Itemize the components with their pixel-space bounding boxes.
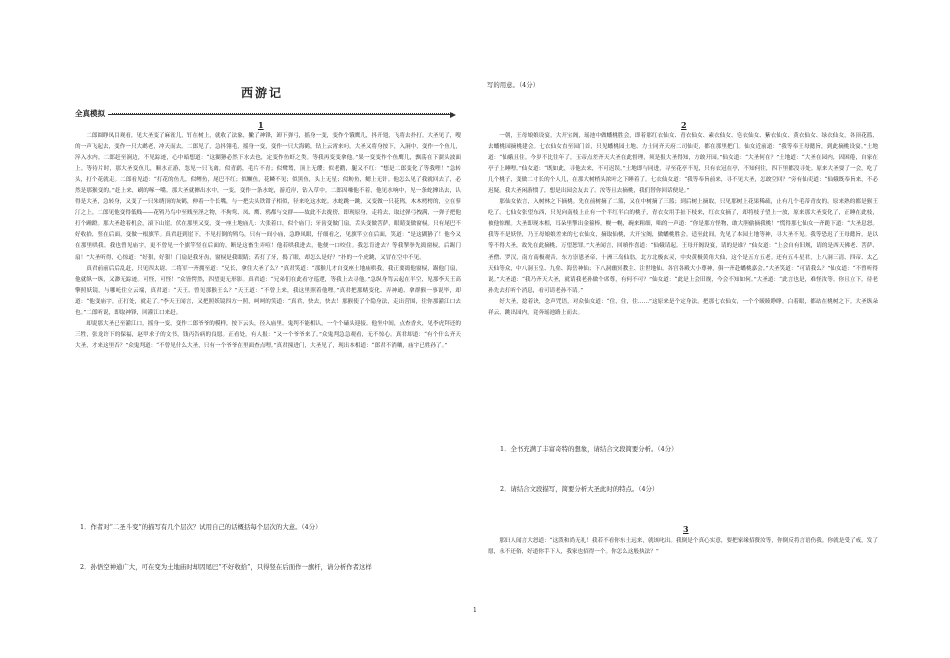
page-number: 1 xyxy=(473,607,477,614)
section-header xyxy=(75,108,459,120)
right-continuation: 写的用意。（4分） xyxy=(487,81,539,89)
passage-1-text xyxy=(75,131,461,352)
document-title: 西游记 xyxy=(240,86,283,100)
passage-1-body: 二郎圆睁凤目观看，见大圣变了麻雀儿，钉在树上，就收了法象，撇了神锋，卸下弹弓，摇身一变，变作个饿鹰儿，抖开翅，飞将去扑打。大圣见了，嗖的一声飞起去，变作一只大鹚老，冲天而去。二郎见了，急抖翎毛，摇身一变，变作一只大海鹤，钻上云霄来叼。大圣又将身按下，入涧中，变作一个鱼儿，淬入水内。二郎赶至涧边，不见踪迹，心中暗想道：“这猢狲必然下水去也，定变作鱼虾之类。等我再变变拿他。”果一变变作个鱼鹰儿，飘荡在下溜头波面上。等待片时，那大圣变鱼儿，顺水正游，忽见一只飞禽，似青鹞，毛片不青；似鹭鸶，顶上无缨；似老鹳，腿又不红：“想是二郎变化了等我哩！”急转头，打个花就走。二郎看见道：“打花的鱼儿，似鲤鱼，尾巴不红；似鳜鱼，花鳞不见；似黑鱼，头上无星；似鲂鱼，鳃上无针。他怎么见了我就回去了，必然是那猴变的。”赶上来，刷的啄一嘴。那大圣就撺出水中，一变，变作一条水蛇，游近岸，钻入草中。二郎因嗛他不着，他见水响中，见一条蛇撺出去，认得是大圣，急转身，又变了一只朱绣顶的灰鹤，伸着一个长嘴，与一把尖头铁钳子相似，径来吃这水蛇。水蛇跳一跳，又变做一只花鸨，木木樗樗的，立在蓼汀之上。二郎见他变得低贱——花鸨乃鸟中至贱至淫之物，不拘鸾、凤、鹰、鸦都与交群——故此不去拢傍，即现原身，走将去，取过弹弓拽满，一弹子把他打个踵蹬。那大圣趁着机会，滚下山崖，伏在那里又变，变一座土地庙儿：大张着口，似个庙门；牙齿变做门扇，舌头变做菩萨，眼睛变做窗棂。只有尾巴不好收拾，竖在后面，变做一根旗竿。真君赶到崖下，不见打倒的鸨鸟，只有一间小庙，急睁凤眼，仔细看之，见旗竿立在后面，笑道：“是这猢狲了！他今又在那里哄我。我也曾见庙宇，更不曾见一个旗竿竖在后面的。断是这畜生弄喧！他若哄我进去，他便一口咬住。我怎肯进去？等我掣拳先捣窗棂，后踢门扇！”大圣听得，心惊道：“好狠，好狠！门扇是我牙齿，窗棂是我眼睛；若打了牙，捣了眼，却怎么是好？”扑的一个虎跳，又冒在空中不见。 真君前前后后乱赶，只见四太尉、二将军一齐拥至道：“兄长，拿住大圣了么？”真君笑道：“那猴儿才自变座土地庙哄我，我正要捣他窗棂，踢他门扇，他就纵一纵，又渺无踪迹。可怪，可怪！”众皆愕然，四望更无形影。真君道：“兄弟们在此看守巡逻，等我上去寻他。”急纵身驾云起在半空，见那李天王高擎照妖镜，与哪吒住立云端，真君道：“天王，曾见那猴王么？”天王道：“不曾上来，我这里照着他哩。”真君把那赌变化、弄神通、拿群猴一事说毕，却道：“他变庙宇，正打处，就走了。”李天王闻言，又把照妖镜四方一照，呵呵的笑道：“真君，快去，快去！那猴使了个隐身法，走出营围，往你那灌江口去也。”二郎听说，即取神锋，回灌江口来赶。 却说那大圣已至灌江口，摇身一变，变作二郎爷爷的模样，按下云头，径入庙里。鬼判不能相认，一个个磕头迎接。他坐中间，点查香火，见李虎拜还的三牲，张龙许下的保福，赵甲求子的文书，钱丙告病的良愿。正看处，有人报：“又一个爷爷来了。”众鬼判急急观看，无不惊心。真君却道：“有个什么齐天大圣，才来这里否？”众鬼判道：“不曾见什么大圣，只有一个爷爷在里面查点哩。”真君撞进门，大圣见了，现出本相道：“郎君不消嚷，庙宇已姓孙了。” xyxy=(75,133,461,349)
passage-3-text xyxy=(488,536,878,558)
passage-2-text xyxy=(488,131,878,319)
section-label: 全真模拟 xyxy=(75,109,105,118)
passage-2-number: 2 xyxy=(681,120,687,130)
left-question-2: 2．孙悟空神通广大，可在变为土地庙时却因尾巴“不好收拾”，只得竖在后面作一旗杆，请分析作者这样 xyxy=(80,563,372,571)
right-question-2: 2．请结合文段描写，简要分析大圣此时的特点。（4分） xyxy=(500,485,659,493)
arrow-right-icon xyxy=(450,112,456,118)
passage-3-body: 那妇人闻言大怒道：“这泼和尚无礼！我若不看你东土远来，就该叱出。我倒是个真心实意，要把家缘招赘汝等，你倒反将言语伤我。你就是受了戒，发了愿，永不还俗，好道你手下人，我家也招得一个。你怎么这般执法？” xyxy=(488,538,878,556)
passage-2-body: 一朝，王母娘娘设宴，大开宝阁，瑶池中做蟠桃胜会，即着那红衣仙女、青衣仙女、素衣仙女、皂衣仙女、紫衣仙女、黄衣仙女、绿衣仙女，各顶花篮，去蟠桃园摘桃建会。七衣仙女直至园门首，只见蟠桃园土地、力士同齐天府二司仙吏，都在那里把门。仙女近前道：“我等奉王母懿旨，到此摘桃设宴。”土地道：“仙娥且住。今岁不比往年了，玉帝点差齐天大圣在此督理，须是报大圣得知，方敢开园。”仙女道：“大圣何在？”土地道：“大圣在园内，因困倦，自家在亭子上睡哩。”仙女道：“既如此，寻他去来，不可迟误。”土地即与同进，寻至花亭不见，只有衣冠在亭，不知何往，四下里都没寻处。原来大圣耍了一会，吃了几个桃子，变做二寸长的个人儿，在那大树梢头浓叶之下睡着了。七衣仙女道：“我等奉旨前来，寻不见大圣，怎敢空回？”旁有仙吏道：“仙娥既奉旨来，不必迟疑。我大圣闲游惯了，想是出园会友去了。汝等且去摘桃，我们替你回话便是。” 那仙女依言，入树林之下摘桃。先在前树摘了二篮，又在中树摘了三篮；到后树上摘取，只见那树上花果稀疏，止有几个毛蒂青皮的。原来熟的都是猴王吃了。七仙女张望东西，只见向南枝上止有一个半红半白的桃子，青衣女用手扯下枝来，红衣女摘了，却将枝子望上一放，原来那大圣变化了，正睡在此枝，被他惊醒。大圣即现本相，耳朵里掣出金箍棒，幌一幌，碗来粗细，咄的一声道：“你是那方怪物，敢大胆偷摘我桃！”慌得那七仙女一齐跪下道：“大圣息怒。我等不是妖怪，乃王母娘娘差来的七衣仙女，摘取仙桃，大开宝阁，做蟠桃胜会。适至此间，先见了本园土地等神，寻大圣不见。我等恐迟了王母懿旨，是以等不得大圣，故先在此摘桃，万望恕罪。”大圣闻言，回嗔作喜道：“仙娥请起。王母开阁设宴，请的是谁？”仙女道：“上会自有旧规，请的是西天佛老、菩萨、圣僧、罗汉，南方南极观音，东方崇恩圣帝，十洲三岛仙翁，北方北极玄灵，中央黄极黄角大仙，这个是五方五老。还有五斗星君，上八洞三清、四帝、太乙天仙等众，中八洞玉皇、九垒、海岳神仙；下八洞幽冥教主、注世地仙。各宫各殿大小尊神，俱一齐赴蟠桃嘉会。”大圣笑道：“可请我么？”仙女道：“不曾听得说。”大圣道：“我乃齐天大圣，就请我老孙做个席尊，有何不可？”仙女道：“此是上会旧规，今会不知如何。”大圣道：“此言也是，难怪汝等。你且立下，待老孙先去打听个消息，看可请老孙不请。” 好大圣，捻着诀，念声咒语，对众仙女道：“住，住，住……”这原来是个定身法，把那七衣仙女，一个个睖睖睁睁，白着眼，都站在桃树之下。大圣纵朵祥云，跳出园内，竟奔瑶池路上而去。 xyxy=(488,133,878,316)
passage-3-number: 3 xyxy=(683,524,689,534)
right-question-1: 1．全书充满了丰富奇特的想象，请结合文段简要分析。（4分） xyxy=(500,445,678,453)
passage-1-number: 1 xyxy=(258,120,264,130)
section-divider xyxy=(108,114,453,115)
left-question-1: 1．作者对“二圣斗变”的描写有几个层次？试用自己的话概括每个层次的大意。（4分） xyxy=(80,523,322,531)
